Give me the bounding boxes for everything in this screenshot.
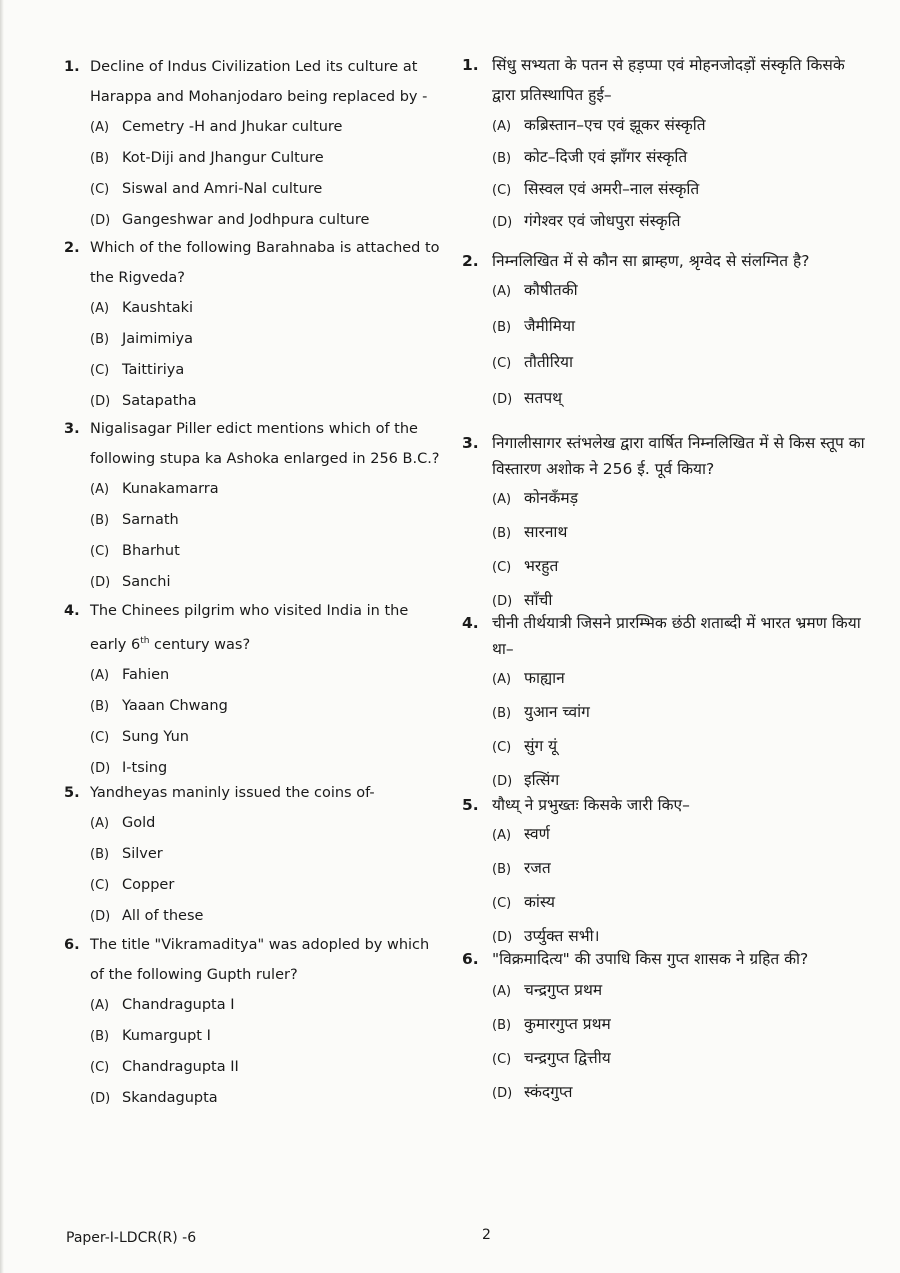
option-b [462, 309, 872, 345]
option-b [462, 142, 872, 174]
option-text: Fahien [122, 666, 170, 683]
option-c [64, 355, 444, 386]
option-b [462, 696, 872, 730]
option-b [462, 852, 872, 886]
option-text: Yaaan Chwang [122, 697, 228, 714]
option-text: चन्द्रगुप्त द्वित्तीय [524, 1049, 611, 1067]
option-label: (D) [492, 392, 513, 407]
question-6-en [64, 930, 444, 1114]
option-text: सिस्वल एवं अमरी–नाल संस्कृति [524, 180, 700, 198]
option-text: Sung Yun [122, 728, 189, 745]
option-text: कांस्य [524, 893, 555, 911]
question-text: Yandheyas maninly issued the coins of- [90, 785, 375, 801]
question-3-en [64, 414, 444, 598]
option-text: Kumargupt I [122, 1028, 211, 1044]
option-text: Jaimimiya [122, 331, 193, 347]
option-label: (A) [492, 672, 512, 687]
option-b [64, 1021, 444, 1052]
question-text: निगालीसागर स्तंभलेख द्वारा वार्षित निम्नलिखित में से किस स्तूप का विस्तारण अशोक ने 256 ई. पूर्व किया? [492, 434, 865, 478]
option-text: कुमारगुप्त प्रथम [524, 1015, 611, 1033]
option-d [64, 386, 444, 417]
option-label: (B) [90, 332, 110, 347]
option-text: सतपथ् [524, 389, 563, 407]
option-label: (A) [90, 998, 110, 1013]
option-label: (A) [492, 492, 512, 507]
question-number: 5. [462, 796, 479, 814]
option-label: (C) [90, 729, 110, 745]
option-c [462, 886, 872, 920]
option-text: Kot-Diji and Jhangur Culture [122, 150, 324, 166]
option-label: (B) [90, 847, 110, 862]
question-number: 6. [64, 937, 80, 953]
question-number: 1. [64, 59, 80, 75]
question-text [90, 596, 444, 660]
option-label: (C) [90, 544, 110, 559]
option-text: इत्सिंग [524, 771, 560, 789]
option-text: Kunakamarra [122, 481, 219, 497]
option-label: (A) [90, 816, 110, 831]
option-d [64, 901, 444, 932]
option-text: Bharhut [122, 543, 180, 559]
option-label: (D) [492, 930, 513, 945]
option-text: सुंग यूं [524, 737, 558, 755]
option-label: (C) [492, 560, 512, 575]
option-a [64, 293, 444, 324]
option-label: (D) [90, 909, 111, 924]
option-d [462, 1076, 872, 1110]
option-text: Skandagupta [122, 1090, 218, 1106]
question-text: चीनी तीर्थयात्री जिसने प्रारम्भिक छंठी शताब्दी में भारत भ्रमण किया था– [492, 614, 861, 658]
option-label: (C) [90, 878, 110, 893]
option-label: (C) [492, 356, 512, 371]
option-text: कोनकँमड़ [524, 489, 578, 507]
option-label: (C) [90, 1060, 110, 1075]
option-text: सारनाथ [524, 523, 568, 541]
option-label: (D) [492, 215, 513, 230]
option-b [64, 691, 444, 722]
option-d [462, 381, 872, 417]
option-c [462, 345, 872, 381]
option-c [64, 174, 444, 205]
option-label: (B) [492, 526, 512, 541]
option-label: (D) [492, 1086, 513, 1101]
question-4-en [64, 596, 444, 784]
option-text: Copper [122, 877, 175, 893]
option-label: (B) [90, 1029, 110, 1044]
option-text: Siswal and Amri-Nal culture [122, 181, 323, 197]
question-number: 6. [462, 950, 479, 968]
question-6-hi [462, 944, 872, 1110]
question-number: 5. [64, 785, 80, 801]
option-label: (D) [492, 774, 513, 789]
option-text: साँची [524, 591, 553, 609]
option-text: Sarnath [122, 512, 179, 528]
option-a [64, 990, 444, 1021]
question-4-hi [462, 610, 872, 798]
option-a [462, 273, 872, 309]
question-5-en [64, 778, 444, 932]
option-c [462, 174, 872, 206]
option-text: रजत [524, 859, 551, 877]
question-text: सिंधु सभ्यता के पतन से हड़प्पा एवं मोहनजोदड़ों संस्कृति किसके द्वारा प्रतिस्थापित हुई– [492, 56, 845, 104]
option-text: युआन च्वांग [524, 703, 590, 721]
option-label: (A) [90, 120, 110, 135]
paper-code: Paper-I-LDCR(R) -6 [66, 1230, 197, 1246]
option-label: (B) [90, 513, 110, 528]
question-text: निम्नलिखित में से कौन सा ब्राम्हण, श्रृग्वेद से संलग्नित है? [492, 252, 810, 270]
option-text: I-tsing [122, 759, 168, 776]
option-a [462, 818, 872, 852]
option-c [462, 1042, 872, 1076]
option-text: Gangeshwar and Jodhpura culture [122, 212, 370, 228]
option-label: (A) [492, 119, 512, 134]
question-2-hi [462, 249, 872, 417]
option-d [462, 206, 872, 238]
option-text: Taittiriya [122, 362, 185, 378]
option-label: (D) [90, 1091, 111, 1106]
option-label: (B) [90, 698, 110, 714]
option-label: (D) [90, 213, 111, 228]
option-label: (C) [90, 363, 110, 378]
page-number: 2 [482, 1227, 491, 1243]
question-1-en [64, 52, 444, 236]
option-label: (D) [90, 394, 111, 409]
option-label: (B) [492, 706, 512, 721]
question-5-hi [462, 792, 872, 954]
option-c [64, 722, 444, 753]
option-text: Cemetry -H and Jhukar culture [122, 119, 343, 135]
question-1-hi [462, 50, 872, 238]
option-label: (C) [492, 896, 512, 911]
option-label: (B) [492, 151, 512, 166]
option-a [64, 112, 444, 143]
option-label: (A) [90, 301, 110, 316]
option-text: तौतीरिया [524, 353, 574, 371]
option-label: (C) [492, 183, 512, 198]
question-number: 3. [462, 434, 479, 452]
question-3-hi [462, 430, 872, 618]
option-b [64, 143, 444, 174]
question-number: 4. [64, 603, 80, 619]
option-a [462, 662, 872, 696]
option-b [64, 839, 444, 870]
option-text: Satapatha [122, 393, 197, 409]
question-2-en [64, 233, 444, 417]
option-c [64, 1052, 444, 1083]
question-text: The title "Vikramaditya" was adopled by which of the following Gupth ruler? [90, 937, 430, 983]
option-text: स्वर्ण [524, 825, 550, 843]
option-a [462, 110, 872, 142]
question-number: 1. [462, 56, 479, 74]
option-text: जैमीमिया [524, 317, 576, 335]
question-text-part: The Chinees pilgrim who visited India in the early 6 [90, 603, 409, 653]
option-c [462, 550, 872, 584]
option-c [64, 870, 444, 901]
question-text: "विक्रमादित्य" की उपाधि किस गुप्त शासक ने ग्रहित की? [492, 950, 809, 968]
option-text: Silver [122, 846, 163, 862]
option-label: (D) [90, 760, 111, 776]
question-text: यौध्य् ने प्रभुख्तः किसके जारी किए– [492, 796, 690, 814]
option-c [64, 536, 444, 567]
question-number: 2. [462, 252, 479, 270]
option-label: (C) [492, 1052, 512, 1067]
option-label: (A) [90, 667, 110, 683]
option-label: (C) [492, 740, 512, 755]
question-text: Decline of Indus Civilization Led its culture at Harappa and Mohanjodaro being replaced by - [90, 59, 428, 105]
ordinal-superscript: th [140, 636, 150, 646]
option-text: Chandragupta I [122, 997, 235, 1013]
option-text: कौषीतकी [524, 281, 578, 299]
question-number: 2. [64, 240, 80, 256]
question-number: 3. [64, 421, 80, 437]
question-number: 4. [462, 614, 479, 632]
option-text: स्कंदगुप्त [524, 1083, 573, 1101]
option-label: (D) [90, 575, 111, 590]
option-b [64, 324, 444, 355]
question-text: Nigalisagar Piller edict mentions which of the following stupa ka Ashoka enlarged in 256 B.C.? [90, 421, 440, 467]
option-label: (A) [90, 482, 110, 497]
option-text: फाह्यान [524, 669, 565, 687]
scan-edge [0, 0, 4, 1273]
option-text: चन्द्रगुप्त प्रथम [524, 981, 603, 999]
option-d [64, 1083, 444, 1114]
option-a [64, 474, 444, 505]
option-text: कोट–दिजी एवं झाँगर संस्कृति [524, 148, 688, 166]
option-label: (A) [492, 984, 512, 999]
option-c [462, 730, 872, 764]
option-label: (A) [492, 828, 512, 843]
option-label: (B) [492, 1018, 512, 1033]
option-a [64, 808, 444, 839]
option-b [462, 516, 872, 550]
option-b [462, 1008, 872, 1042]
option-text: All of these [122, 908, 204, 924]
option-a [462, 482, 872, 516]
option-label: (D) [492, 594, 513, 609]
option-a [64, 660, 444, 691]
option-text: गंगेश्वर एवं जोधपुरा संस्कृति [524, 212, 681, 230]
option-a [462, 974, 872, 1008]
option-label: (A) [492, 284, 512, 299]
question-text: Which of the following Barahnaba is attached to the Rigveda? [90, 240, 440, 286]
option-text: Gold [122, 815, 156, 831]
option-d [64, 205, 444, 236]
option-text: भरहुत [524, 557, 559, 575]
option-label: (B) [90, 151, 110, 166]
option-label: (B) [492, 320, 512, 335]
option-text: Sanchi [122, 574, 171, 590]
option-text: Chandragupta II [122, 1059, 239, 1075]
option-text: उर्प्युक्त सभी। [524, 927, 600, 945]
question-text-part: century was? [149, 636, 251, 653]
option-label: (C) [90, 182, 110, 197]
option-text: कब्रिस्तान–एच एवं झूकर संस्कृति [524, 116, 706, 134]
option-b [64, 505, 444, 536]
option-text: Kaushtaki [122, 300, 194, 316]
option-label: (B) [492, 862, 512, 877]
option-d [64, 567, 444, 598]
